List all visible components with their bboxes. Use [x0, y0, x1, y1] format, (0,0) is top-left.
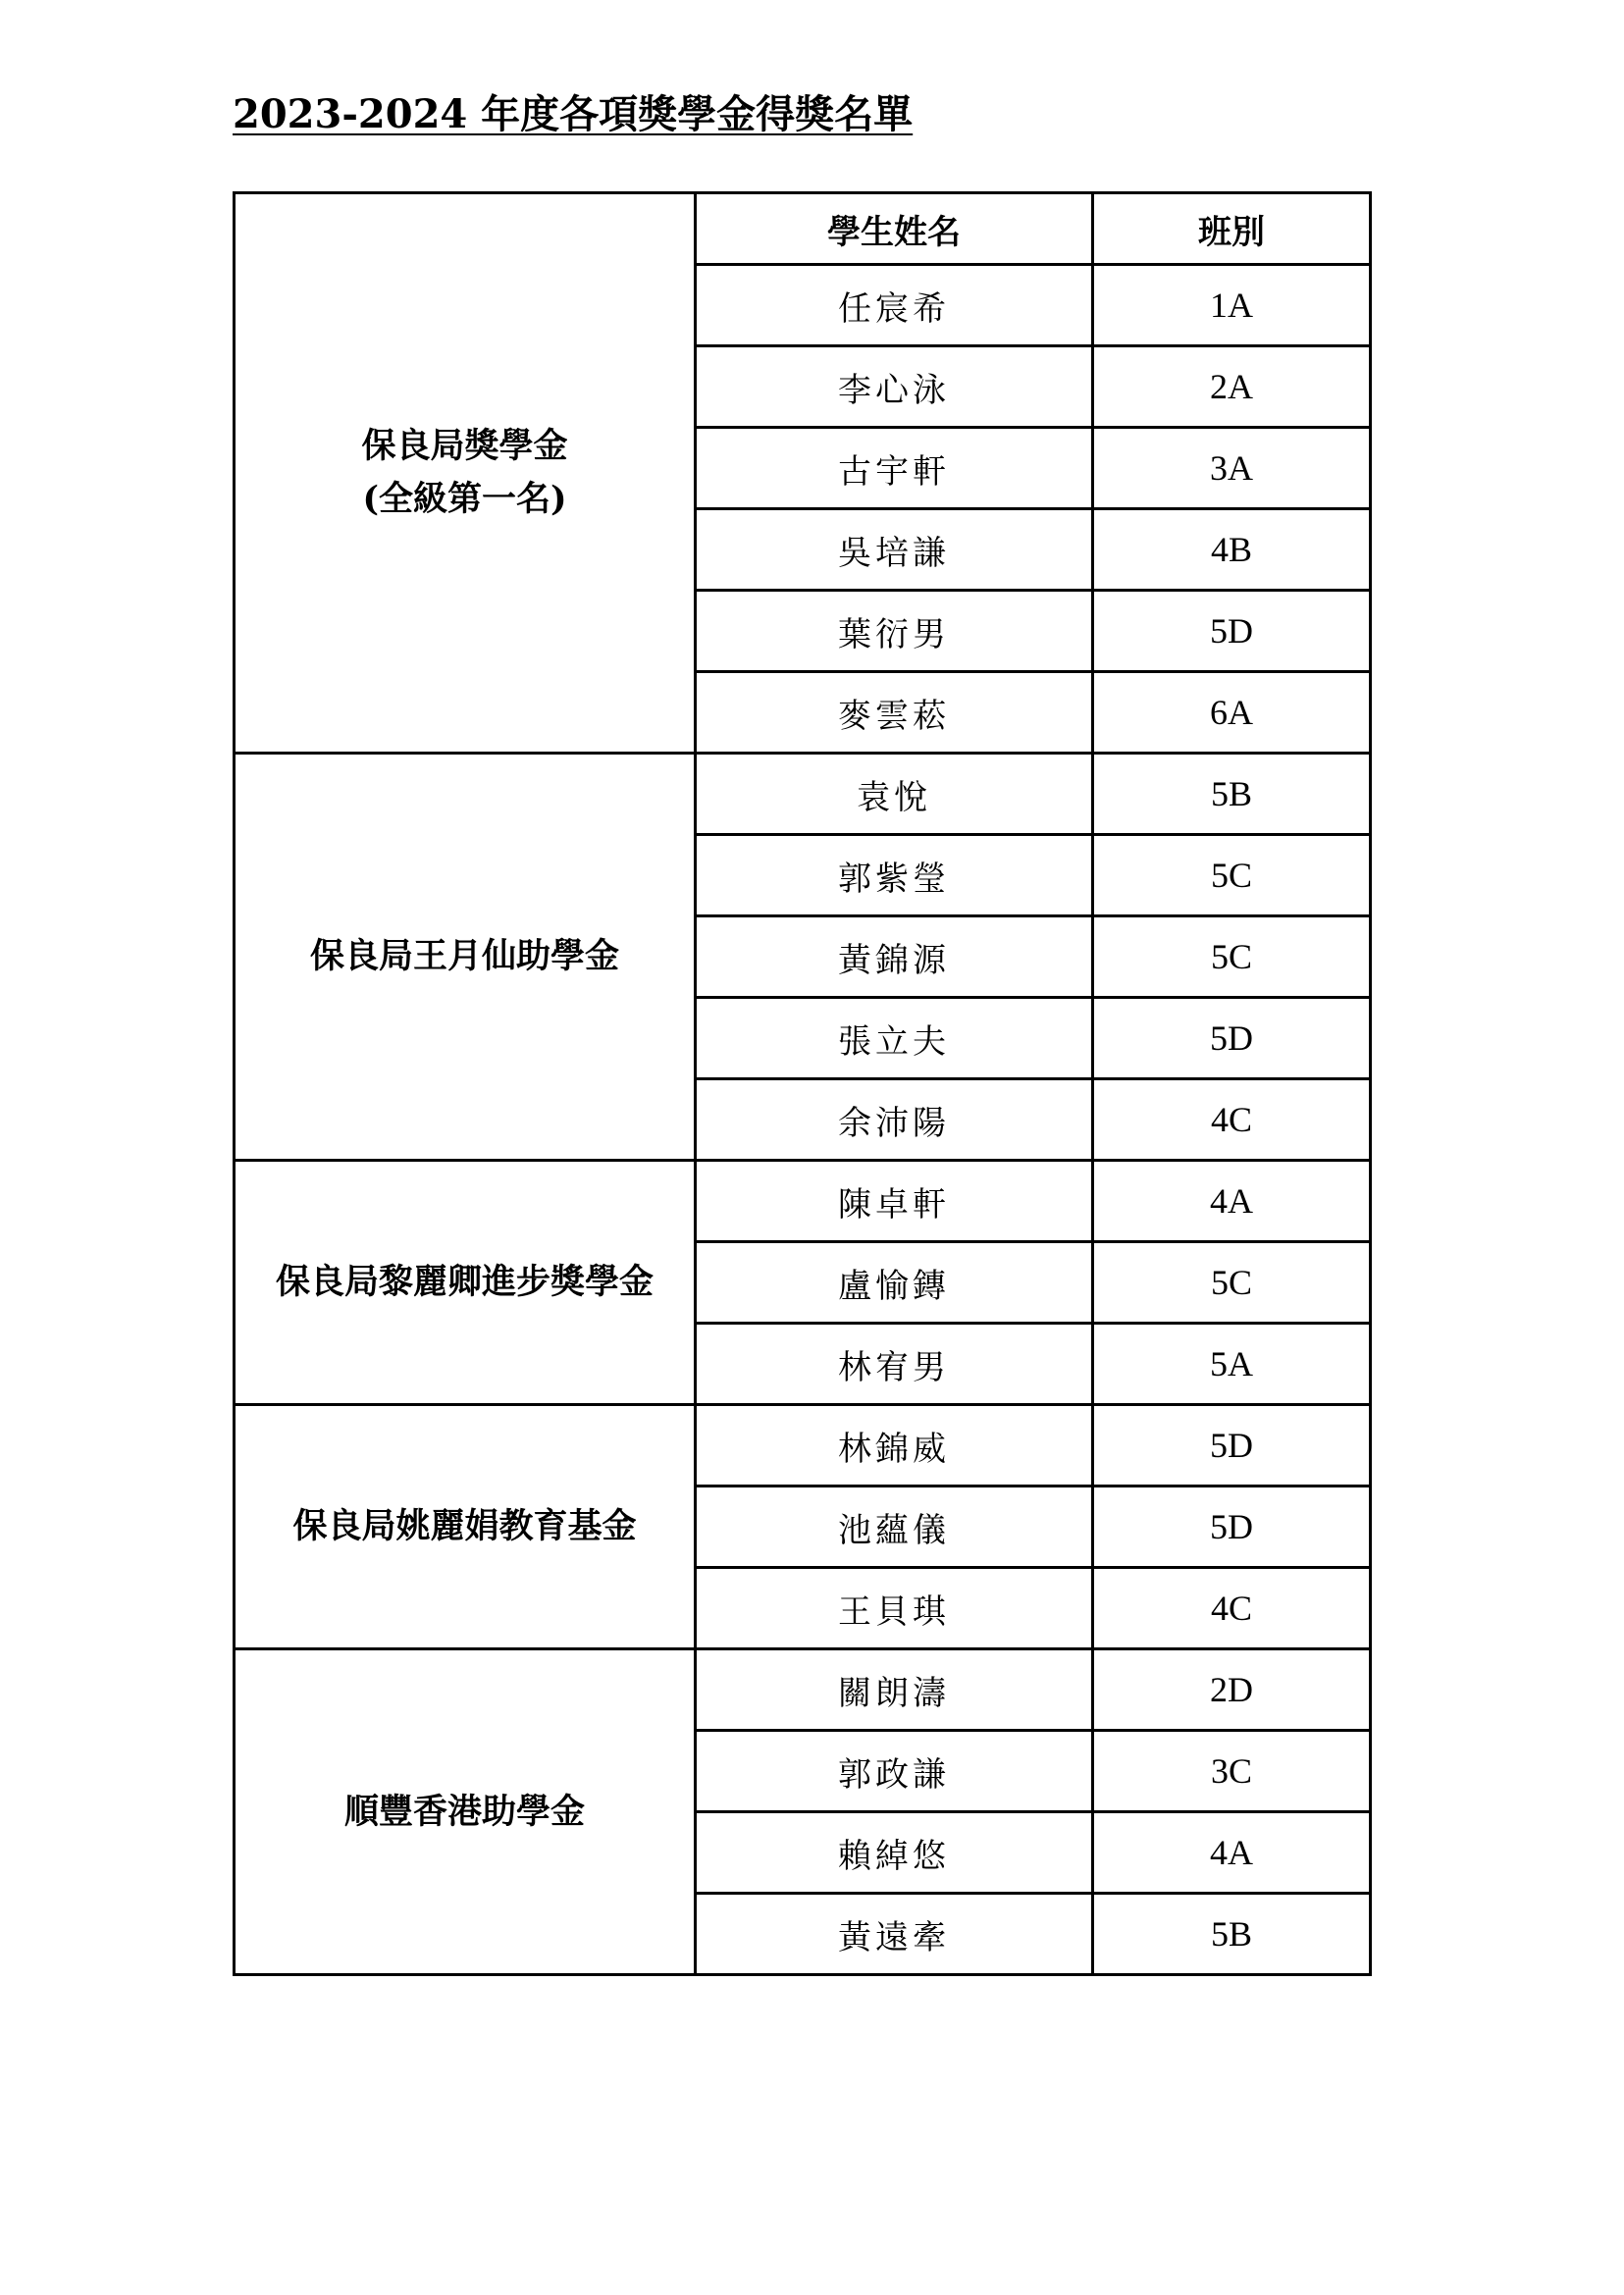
award-name-line: 保良局黎麗卿進步獎學金 — [275, 1262, 654, 1302]
class-cell: 6A — [1093, 672, 1371, 754]
class-cell: 1A — [1093, 265, 1371, 346]
student-name-cell: 黃遠牽 — [696, 1894, 1093, 1975]
class-cell: 2D — [1093, 1649, 1371, 1731]
class-cell: 4B — [1093, 509, 1371, 591]
award-name-line: 保良局姚麗娟教育基金 — [292, 1506, 637, 1546]
student-name-cell: 池蘊儀 — [696, 1487, 1093, 1568]
student-name-cell: 李心泳 — [696, 346, 1093, 428]
class-cell: 5D — [1093, 1405, 1371, 1487]
student-name-cell: 袁悅 — [696, 754, 1093, 835]
class-cell: 5B — [1093, 1894, 1371, 1975]
class-cell: 4A — [1093, 1812, 1371, 1894]
student-name-cell: 王貝琪 — [696, 1568, 1093, 1649]
table-header-row — [235, 193, 1371, 265]
award-name-cell — [235, 193, 696, 754]
awards-table-body — [235, 193, 1371, 1975]
student-name-cell: 林錦威 — [696, 1405, 1093, 1487]
student-name-cell: 麥雲菘 — [696, 672, 1093, 754]
student-name-cell: 古宇軒 — [696, 428, 1093, 509]
student-name-cell: 郭政謙 — [696, 1731, 1093, 1812]
student-name-cell: 賴綽悠 — [696, 1812, 1093, 1894]
class-cell: 5C — [1093, 835, 1371, 916]
class-cell: 5D — [1093, 591, 1371, 672]
student-name-cell: 葉衍男 — [696, 591, 1093, 672]
class-cell: 2A — [1093, 346, 1371, 428]
award-name-line: 保良局王月仙助學金 — [309, 936, 619, 976]
class-cell: 4C — [1093, 1568, 1371, 1649]
class-cell: 3C — [1093, 1731, 1371, 1812]
student-name-cell: 黃錦源 — [696, 916, 1093, 998]
student-name-cell: 張立夫 — [696, 998, 1093, 1079]
class-header: 班別 — [1093, 193, 1371, 265]
class-cell: 4C — [1093, 1079, 1371, 1161]
student-name-cell: 吳培謙 — [696, 509, 1093, 591]
table-row — [235, 1649, 1371, 1731]
award-name-cell — [235, 754, 696, 1161]
table-row — [235, 1405, 1371, 1487]
award-name-cell — [235, 1161, 696, 1405]
student-name-cell: 郭紫瑩 — [696, 835, 1093, 916]
class-cell: 5A — [1093, 1324, 1371, 1405]
student-name-cell: 盧愉鏄 — [696, 1242, 1093, 1324]
page-title: 2023-2024 年度各項獎學金得獎名單 — [233, 91, 914, 137]
class-cell: 5C — [1093, 916, 1371, 998]
award-name-line: 順豐香港助學金 — [343, 1791, 585, 1832]
class-cell: 4A — [1093, 1161, 1371, 1242]
award-name-line: (全級第一名) — [362, 479, 567, 519]
class-cell: 5B — [1093, 754, 1371, 835]
student-name-cell: 陳卓軒 — [696, 1161, 1093, 1242]
student-name-cell: 關朗濤 — [696, 1649, 1093, 1731]
class-cell: 3A — [1093, 428, 1371, 509]
table-row — [235, 1161, 1371, 1242]
student-name-cell: 任宸希 — [696, 265, 1093, 346]
student-name-header: 學生姓名 — [696, 193, 1093, 265]
class-cell: 5D — [1093, 1487, 1371, 1568]
award-name-cell — [235, 1649, 696, 1975]
table-row — [235, 754, 1371, 835]
award-name-line: 保良局獎學金 — [361, 426, 568, 466]
student-name-cell: 余沛陽 — [696, 1079, 1093, 1161]
class-cell: 5C — [1093, 1242, 1371, 1324]
class-cell: 5D — [1093, 998, 1371, 1079]
award-name-cell — [235, 1405, 696, 1649]
awards-table — [233, 191, 1372, 1976]
student-name-cell: 林宥男 — [696, 1324, 1093, 1405]
